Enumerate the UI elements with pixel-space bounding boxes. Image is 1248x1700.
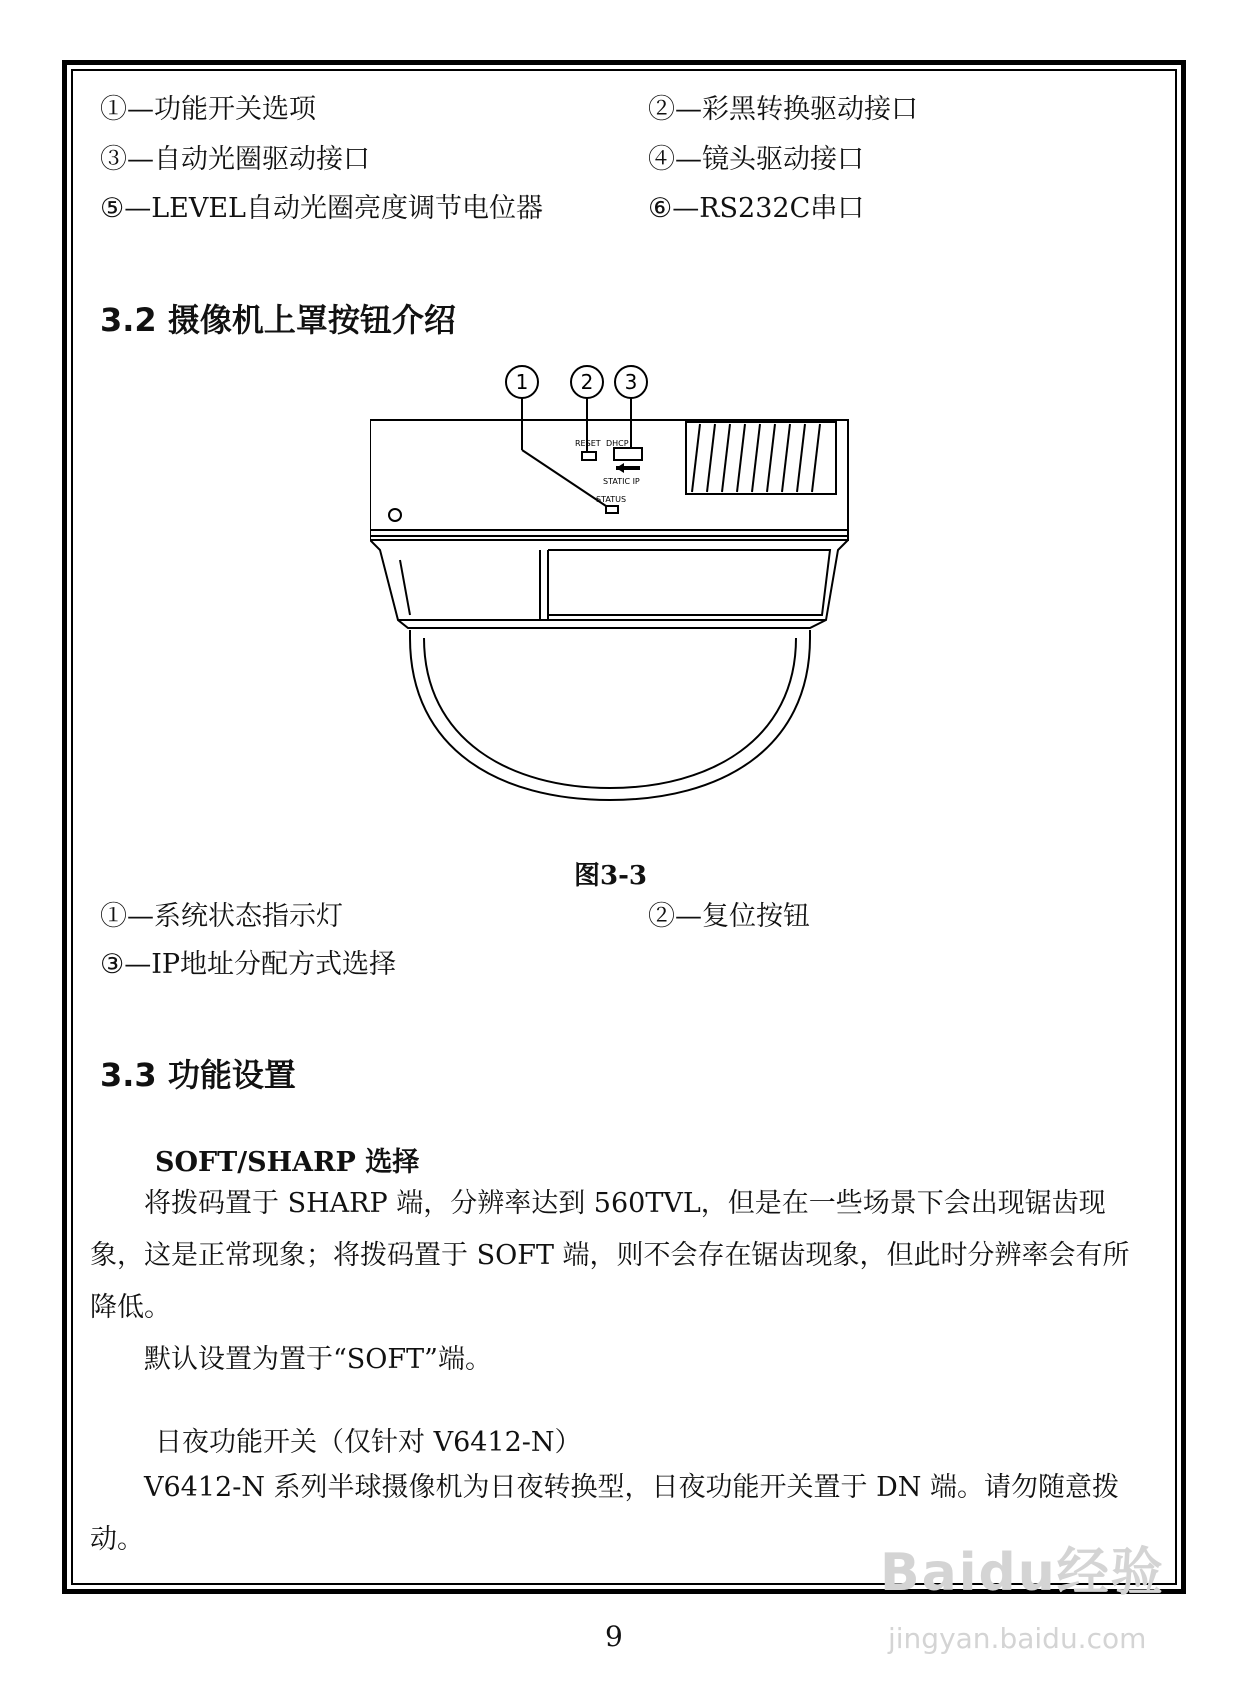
list-item: ②—彩黑转换驱动接口 (648, 94, 918, 125)
list-item: ⑥—RS232C串口 (648, 193, 865, 224)
page-number: 9 (605, 1620, 623, 1653)
list-item: ①—系统状态指示灯 (100, 901, 343, 932)
watermark-url: jingyan.baidu.com (888, 1622, 1147, 1655)
label-dhcp: DHCP (606, 439, 629, 448)
dome-camera-figure (370, 360, 860, 840)
callout-number-2: 2 (580, 370, 594, 394)
section-heading-3-3: 3.3 功能设置 (100, 1056, 296, 1094)
soft-sharp-text: 将拨码置于 SHARP 端，分辨率达到 560TVL，但是在一些场景下会出现锯齿现象，这是正常现象；将拨码置于 SOFT 端，则不会存在锯齿现象，但此时分辨率会有所降低。 (90, 1188, 1130, 1323)
figure-caption: 图3-3 (574, 861, 647, 891)
label-static-ip: STATIC IP (603, 477, 640, 486)
callout-number-3: 3 (624, 370, 638, 394)
list-item: ⑤—LEVEL自动光圈亮度调节电位器 (100, 193, 543, 224)
callout-number-1: 1 (515, 370, 529, 394)
list-item: ③—IP地址分配方式选择 (100, 949, 397, 980)
subheading-soft-sharp: SOFT/SHARP 选择 (155, 1147, 420, 1178)
list-item: ②—复位按钮 (648, 901, 810, 932)
subheading-day-night: 日夜功能开关（仅针对 V6412-N） (155, 1427, 582, 1458)
watermark-logo: Baidu经验 (880, 1543, 1165, 1603)
baidu-watermark (880, 1530, 1165, 1655)
list-item: ③—自动光圈驱动接口 (100, 144, 370, 175)
soft-sharp-default: 默认设置为置于“SOFT”端。 (144, 1344, 492, 1375)
paragraph-soft-sharp (90, 1178, 1150, 1386)
section-heading-3-2: 3.2 摄像机上罩按钮介绍 (100, 301, 456, 339)
list-item: ①—功能开关选项 (100, 94, 316, 125)
label-status: STATUS (596, 495, 627, 504)
list-item: ④—镜头驱动接口 (648, 144, 864, 175)
label-reset: RESET (575, 439, 601, 448)
day-night-text: V6412-N 系列半球摄像机为日夜转换型，日夜功能开关置于 DN 端。请勿随意拨动。 (90, 1472, 1119, 1555)
